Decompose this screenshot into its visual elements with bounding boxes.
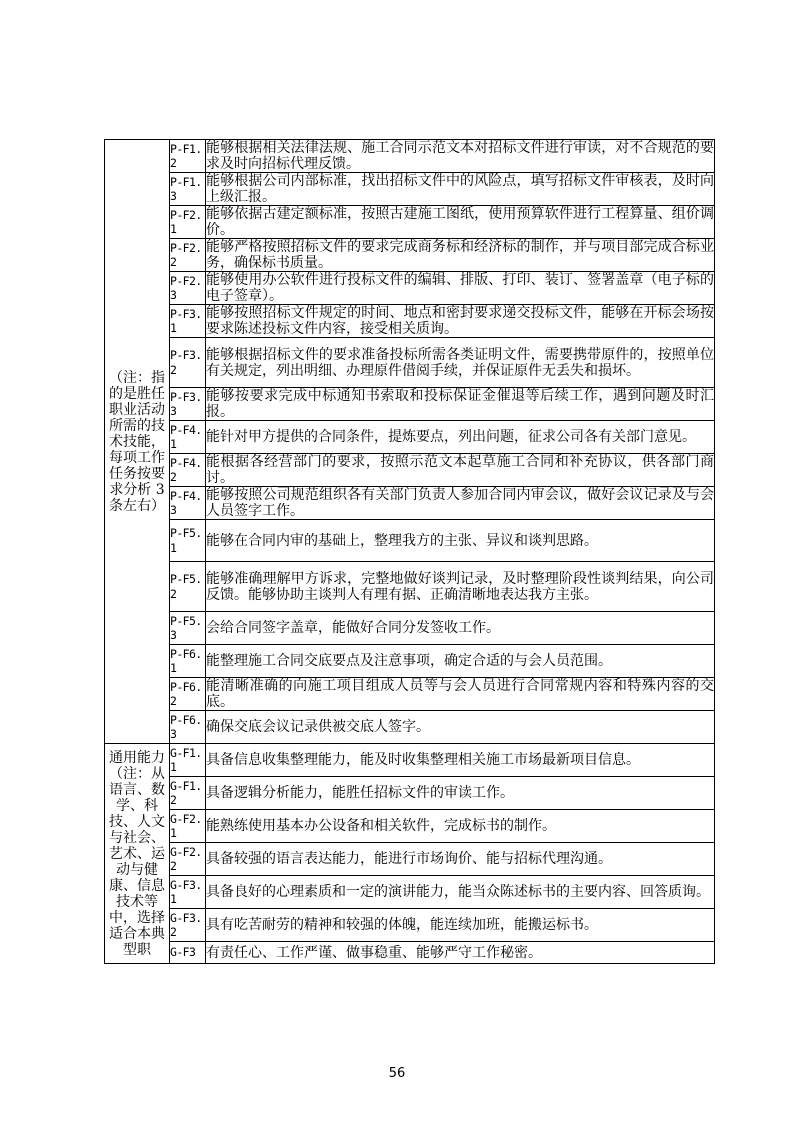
table-row bbox=[105, 810, 715, 843]
code-cell: P-F6.1 bbox=[170, 645, 206, 678]
description-cell: 能够依据古建定额标准，按照古建施工图纸，使用预算软件进行工程算量、组价调价。 bbox=[206, 206, 714, 238]
table-row bbox=[105, 338, 715, 388]
description-cell: 能够根据招标文件的要求准备投标所需各类证明文件，需要携带原件的，按照单位有关规定，列出明细、办理原件借阅手续，并保证原件无丢失和损坏。 bbox=[206, 338, 715, 388]
code-cell: P-F3.2 bbox=[170, 338, 206, 388]
table-row bbox=[105, 678, 715, 711]
code-cell: G-F1.2 bbox=[170, 777, 206, 810]
table-row bbox=[105, 711, 715, 744]
description-cell: 具备信息收集整理能力，能及时收集整理相关施工市场最新项目信息。 bbox=[206, 744, 715, 777]
code-cell: P-F4.3 bbox=[170, 487, 206, 520]
competency-table bbox=[104, 139, 715, 964]
code-cell: P-F6.3 bbox=[170, 711, 206, 744]
code-cell: G-F2.1 bbox=[170, 810, 206, 843]
description-cell: 能够严格按照招标文件的要求完成商务标和经济标的制作，并与项目部完成合标业务，确保标书质量。 bbox=[206, 239, 714, 271]
description-cell: 确保交底会议记录供被交底人签字。 bbox=[206, 711, 715, 744]
code-cell: P-F2.1 bbox=[170, 206, 206, 239]
description-cell: 能够根据公司内部标准，找出招标文件中的风险点，填写招标文件审核表，及时向上级汇报。 bbox=[206, 173, 714, 205]
table-row bbox=[105, 909, 715, 942]
table-row bbox=[105, 942, 715, 964]
description-cell: 能针对甲方提供的合同条件，提炼要点，列出问题，征求公司各有关部门意见。 bbox=[206, 421, 715, 454]
code-cell: P-F4.1 bbox=[170, 421, 206, 454]
code-cell: P-F6.2 bbox=[170, 678, 206, 711]
table-row bbox=[105, 206, 715, 239]
code-cell: P-F1.3 bbox=[170, 173, 206, 206]
code-cell: G-F3.1 bbox=[170, 876, 206, 909]
table-row bbox=[105, 173, 715, 206]
table-row bbox=[105, 421, 715, 454]
description-cell: 具备较强的语言表达能力，能进行市场询价、能与招标代理沟通。 bbox=[206, 843, 715, 876]
page-number: 56 bbox=[388, 1066, 406, 1081]
description-cell: 能根据各经营部门的要求，按照示范文本起草施工合同和补充协议，供各部门商讨。 bbox=[206, 454, 714, 486]
category-cell: 通用能力（注：从语言、数学、科技、人文与社会、艺术、运动与健康、信息技术等中，选择适合本典型职 bbox=[105, 744, 170, 964]
table-row bbox=[105, 454, 715, 487]
description-cell: 能够按照公司规范组织各有关部门负责人参加合同内审会议，做好会议记录及与会人员签字工作。 bbox=[206, 487, 714, 519]
table-row bbox=[105, 876, 715, 909]
table-row bbox=[105, 305, 715, 338]
table-row bbox=[105, 562, 715, 612]
description-cell: 能够使用办公软件进行投标文件的编辑、排版、打印、装订、签署盖章（电子标的电子签章）。 bbox=[206, 272, 714, 304]
code-cell: P-F5.2 bbox=[170, 562, 206, 612]
table-row bbox=[105, 612, 715, 645]
table-row bbox=[105, 487, 715, 520]
description-cell: 具备逻辑分析能力，能胜任招标文件的审读工作。 bbox=[206, 777, 715, 810]
code-cell: G-F3.2 bbox=[170, 909, 206, 942]
description-cell: 能整理施工合同交底要点及注意事项，确定合适的与会人员范围。 bbox=[206, 645, 715, 678]
code-cell: P-F2.3 bbox=[170, 272, 206, 305]
code-cell: P-F2.2 bbox=[170, 239, 206, 272]
description-cell: 能够准确理解甲方诉求，完整地做好谈判记录，及时整理阶段性谈判结果，向公司反馈。能够协助主谈判人有理有据、正确清晰地表达我方主张。 bbox=[206, 562, 715, 612]
table-row bbox=[105, 843, 715, 876]
table-row bbox=[105, 272, 715, 305]
description-cell: 能够按照招标文件规定的时间、地点和密封要求递交投标文件，能够在开标会场按要求陈述投标文件内容，接受相关质询。 bbox=[206, 305, 714, 337]
description-cell: 会给合同签字盖章，能做好合同分发签收工作。 bbox=[206, 612, 715, 645]
description-cell: 能够按要求完成中标通知书索取和投标保证金催退等后续工作，遇到问题及时汇报。 bbox=[206, 388, 714, 420]
description-cell: 具备良好的心理素质和一定的演讲能力，能当众陈述标书的主要内容、回答质询。 bbox=[206, 876, 715, 909]
table-row bbox=[105, 645, 715, 678]
code-cell: G-F1.1 bbox=[170, 744, 206, 777]
code-cell: P-F5.1 bbox=[170, 520, 206, 562]
table-row bbox=[105, 777, 715, 810]
category-cell: （注：指的是胜任职业活动所需的技术技能，每项工作任务按要求分析 3 条左右） bbox=[105, 140, 170, 744]
table-row bbox=[105, 239, 715, 272]
table-row bbox=[105, 140, 715, 173]
code-cell: P-F5.3 bbox=[170, 612, 206, 645]
code-cell: P-F4.2 bbox=[170, 454, 206, 487]
code-cell: P-F1.2 bbox=[170, 140, 206, 173]
description-cell: 具有吃苦耐劳的精神和较强的体魄，能连续加班，能搬运标书。 bbox=[206, 909, 715, 942]
description-cell: 能清晰准确的向施工项目组成人员等与会人员进行合同常规内容和特殊内容的交底。 bbox=[206, 678, 714, 710]
code-cell: P-F3.1 bbox=[170, 305, 206, 338]
code-cell: G-F3 bbox=[170, 942, 206, 964]
description-cell: 能熟练使用基本办公设备和相关软件，完成标书的制作。 bbox=[206, 810, 715, 843]
description-cell: 能够在合同内审的基础上，整理我方的主张、异议和谈判思路。 bbox=[206, 520, 715, 562]
table-row bbox=[105, 520, 715, 562]
code-cell: P-F3.3 bbox=[170, 388, 206, 421]
description-cell: 能够根据相关法律法规、施工合同示范文本对招标文件进行审读，对不合规范的要求及时向招标代理反馈。 bbox=[206, 140, 714, 172]
table-row bbox=[105, 388, 715, 421]
table-row bbox=[105, 744, 715, 777]
description-cell: 有责任心、工作严谨、做事稳重、能够严守工作秘密。 bbox=[206, 942, 715, 964]
code-cell: G-F2.2 bbox=[170, 843, 206, 876]
